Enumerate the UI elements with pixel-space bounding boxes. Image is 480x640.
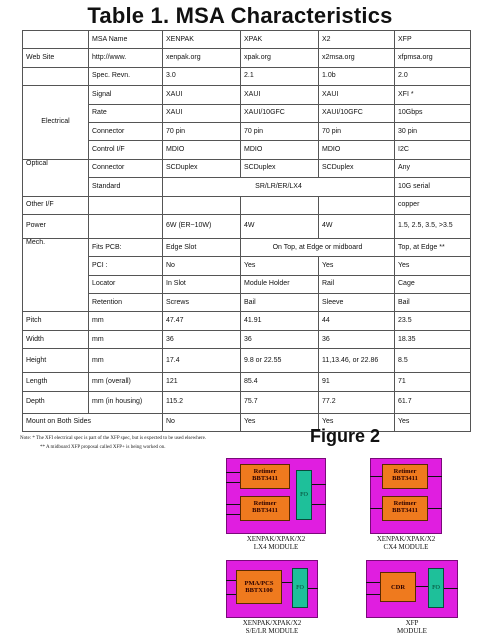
- table-row: [23, 178, 471, 196]
- table-cell: XAUI/10GFC: [241, 104, 319, 122]
- table-row: [23, 122, 471, 140]
- table-cell: 61.7: [395, 391, 471, 413]
- signal-arrow: [366, 582, 380, 583]
- table-header-cell: XFP: [395, 31, 471, 49]
- row-group-label: Web Site: [23, 49, 89, 67]
- table-row: [23, 330, 471, 348]
- table-cell: Yes: [241, 413, 319, 431]
- table-cell: 77.2: [319, 391, 395, 413]
- row-label: Retention: [89, 294, 163, 312]
- table-row: [23, 312, 471, 330]
- table-cell: 115.2: [163, 391, 241, 413]
- row-label: Locator: [89, 275, 163, 293]
- signal-arrow: [226, 594, 236, 595]
- row-group-label: Optical: [23, 159, 89, 196]
- table-row: [23, 257, 471, 275]
- module-caption: XENPAK/XPAK/X2: [376, 535, 436, 543]
- table-cell: 11,13.46, or 22.86: [319, 349, 395, 373]
- table-cell: Edge Slot: [163, 238, 241, 256]
- table-cell: 36: [319, 330, 395, 348]
- table-row: [23, 196, 471, 214]
- row-label: mm (in housing): [89, 391, 163, 413]
- row-label: [89, 214, 163, 238]
- table-row: [23, 238, 471, 256]
- row-label: PCI :: [89, 257, 163, 275]
- row-label: http://www.: [89, 49, 163, 67]
- signal-arrow: [428, 476, 442, 477]
- fo-block: FO: [428, 568, 444, 608]
- page-title: Table 1. MSA Characteristics: [87, 3, 393, 28]
- table-header-cell: X2: [319, 31, 395, 49]
- row-label: Rate: [89, 104, 163, 122]
- table-row: [23, 391, 471, 413]
- row-label: mm: [89, 330, 163, 348]
- table-cell: XAUI: [319, 86, 395, 104]
- row-group-label: Mount on Both Sides: [23, 413, 163, 431]
- table-cell: 85.4: [241, 373, 319, 391]
- row-group-label: Height: [23, 349, 89, 373]
- table-header-row: [23, 31, 471, 49]
- signal-arrow: [366, 594, 380, 595]
- table-cell: 75.7: [241, 391, 319, 413]
- module-caption: S/E/LR MODULE: [245, 627, 299, 635]
- table-notes: [20, 434, 206, 452]
- table-row: [23, 373, 471, 391]
- signal-arrow: [312, 484, 326, 485]
- module-xfp: [366, 560, 470, 638]
- module-caption: MODULE: [397, 627, 427, 635]
- table-cell: xenpak.org: [163, 49, 241, 67]
- table-cell: XAUI/10GFC: [319, 104, 395, 122]
- row-label: mm: [89, 349, 163, 373]
- module-cx4: [370, 458, 470, 554]
- row-group-label: [23, 67, 89, 85]
- table-row: [23, 104, 471, 122]
- table-cell: [163, 196, 241, 214]
- row-label: Connector: [89, 122, 163, 140]
- table-cell: In Slot: [163, 275, 241, 293]
- retimer-chip: Retimer BBT3411: [240, 464, 290, 489]
- table-cell: No: [163, 413, 241, 431]
- table-cell: 121: [163, 373, 241, 391]
- row-group-label: Width: [23, 330, 89, 348]
- table-cell: Sleeve: [319, 294, 395, 312]
- signal-arrow: [226, 472, 240, 473]
- row-group-label: Pitch: [23, 312, 89, 330]
- note-line: Note: * The XFI electrical spec is part of the XFP spec, but is expected to be used elsewhere.: [20, 436, 207, 441]
- table-cell: 47.47: [163, 312, 241, 330]
- table-cell: Module Holder: [241, 275, 319, 293]
- table-cell: xfpmsa.org: [395, 49, 471, 67]
- table-row: [23, 67, 471, 85]
- table-cell: 70 pin: [319, 122, 395, 140]
- table-cell: XAUI: [241, 86, 319, 104]
- table-cell: Bail: [395, 294, 471, 312]
- note-line: ** A midboard XFP proposal called XFP+ is being worked on.: [40, 445, 166, 450]
- pma-pcs-chip: PMA/PCS BBTX100: [236, 570, 282, 604]
- row-group-label: Depth: [23, 391, 89, 413]
- msa-table: [22, 30, 471, 432]
- table-cell: Any: [395, 159, 471, 177]
- table-cell: 1.5, 2.5, 3.5, >3.5: [395, 214, 471, 238]
- table-cell: Top, at Edge **: [395, 238, 471, 256]
- table-cell: SCDuplex: [241, 159, 319, 177]
- signal-arrow: [370, 476, 382, 477]
- table-cell: XAUI: [163, 104, 241, 122]
- signal-arrow: [370, 508, 382, 509]
- table-cell: 44: [319, 312, 395, 330]
- table-cell: XFI *: [395, 86, 471, 104]
- row-group-label: Mech.: [23, 238, 89, 312]
- signal-arrow: [282, 582, 292, 583]
- table-cell: XAUI: [163, 86, 241, 104]
- signal-arrow: [226, 504, 240, 505]
- module-caption: XENPAK/XPAK/X2: [242, 619, 302, 627]
- row-group-label: Electrical: [23, 86, 89, 160]
- table-cell: 70 pin: [241, 122, 319, 140]
- table-cell: 3.0: [163, 67, 241, 85]
- table-header-cell: [23, 31, 89, 49]
- signal-arrow: [428, 508, 442, 509]
- table-cell: Cage: [395, 275, 471, 293]
- table-cell: Rail: [319, 275, 395, 293]
- table-cell: No: [163, 257, 241, 275]
- module-selr: [226, 560, 336, 638]
- signal-arrow: [312, 504, 326, 505]
- fo-block: FO: [292, 568, 308, 608]
- table-row: [23, 294, 471, 312]
- table-header-cell: XPAK: [241, 31, 319, 49]
- row-label: mm: [89, 312, 163, 330]
- row-label: Connector: [89, 159, 163, 177]
- table-cell: 23.5: [395, 312, 471, 330]
- table-cell: SCDuplex: [319, 159, 395, 177]
- table-cell: [319, 196, 395, 214]
- table-row: [23, 86, 471, 104]
- table-cell: Bail: [241, 294, 319, 312]
- table-cell: MDIO: [163, 141, 241, 159]
- table-cell: 30 pin: [395, 122, 471, 140]
- module-lx4: [226, 458, 336, 554]
- table-header-cell: MSA Name: [89, 31, 163, 49]
- row-group-label: Other I/F: [23, 196, 89, 214]
- module-caption: CX4 MODULE: [383, 543, 429, 551]
- row-label: Signal: [89, 86, 163, 104]
- row-label: Spec. Revn.: [89, 67, 163, 85]
- table-cell: xpak.org: [241, 49, 319, 67]
- table-cell: 71: [395, 373, 471, 391]
- table-cell: 4W: [319, 214, 395, 238]
- figure-title: Figure 2: [310, 426, 381, 446]
- table-cell-span: SR/LR/ER/LX4: [163, 178, 395, 196]
- table-cell-span: On Top, at Edge or midboard: [241, 238, 395, 256]
- table-cell: 8.5: [395, 349, 471, 373]
- table-cell: I2C: [395, 141, 471, 159]
- signal-arrow: [226, 514, 240, 515]
- table-cell: SCDuplex: [163, 159, 241, 177]
- table-cell: MDIO: [319, 141, 395, 159]
- signal-arrow: [226, 580, 236, 581]
- signal-arrow: [226, 482, 240, 483]
- table-row: [23, 349, 471, 373]
- row-group-label: Power: [23, 214, 89, 238]
- table-row: [23, 413, 471, 431]
- table-cell: 2.1: [241, 67, 319, 85]
- table-cell: 17.4: [163, 349, 241, 373]
- table-cell: 10Gbps: [395, 104, 471, 122]
- table-cell: Screws: [163, 294, 241, 312]
- module-caption: XFP: [405, 619, 419, 627]
- table-cell: Yes: [319, 413, 395, 431]
- table-cell: 4W: [241, 214, 319, 238]
- signal-arrow: [308, 588, 318, 589]
- table-cell: 41.91: [241, 312, 319, 330]
- table-cell: Yes: [395, 257, 471, 275]
- table-row: [23, 141, 471, 159]
- table-row: [23, 275, 471, 293]
- table-cell: 91: [319, 373, 395, 391]
- table-cell: 1.0b: [319, 67, 395, 85]
- retimer-chip: Retimer BBT3411: [382, 464, 428, 489]
- retimer-chip: Retimer BBT3411: [382, 496, 428, 521]
- table-row: [23, 159, 471, 177]
- row-label: Control I/F: [89, 141, 163, 159]
- table-cell: 70 pin: [163, 122, 241, 140]
- row-group-label: Length: [23, 373, 89, 391]
- cdr-chip: CDR: [380, 572, 416, 602]
- row-label: [89, 196, 163, 214]
- table-cell: 18.35: [395, 330, 471, 348]
- table-cell: Yes: [319, 257, 395, 275]
- table-cell: 36: [163, 330, 241, 348]
- table-cell: 2.0: [395, 67, 471, 85]
- table-cell: MDIO: [241, 141, 319, 159]
- row-label: Standard: [89, 178, 163, 196]
- table-cell: 36: [241, 330, 319, 348]
- table-header-cell: XENPAK: [163, 31, 241, 49]
- table-row: [23, 214, 471, 238]
- table-cell: 6W (ER~10W): [163, 214, 241, 238]
- row-label: Fits PCB:: [89, 238, 163, 256]
- table-cell: 10G serial: [395, 178, 471, 196]
- table-cell: [241, 196, 319, 214]
- table-cell: copper: [395, 196, 471, 214]
- signal-arrow: [416, 586, 428, 587]
- fo-block: FO: [296, 470, 312, 520]
- table-row: [23, 49, 471, 67]
- module-caption: XENPAK/XPAK/X2: [246, 535, 306, 543]
- table-cell: Yes: [395, 413, 471, 431]
- row-label: mm (overall): [89, 373, 163, 391]
- retimer-chip: Retimer BBT3411: [240, 496, 290, 521]
- module-caption: LX4 MODULE: [253, 543, 299, 551]
- signal-arrow: [444, 588, 458, 589]
- table-cell: Yes: [241, 257, 319, 275]
- table-cell: x2msa.org: [319, 49, 395, 67]
- table-cell: 9.8 or 22.55: [241, 349, 319, 373]
